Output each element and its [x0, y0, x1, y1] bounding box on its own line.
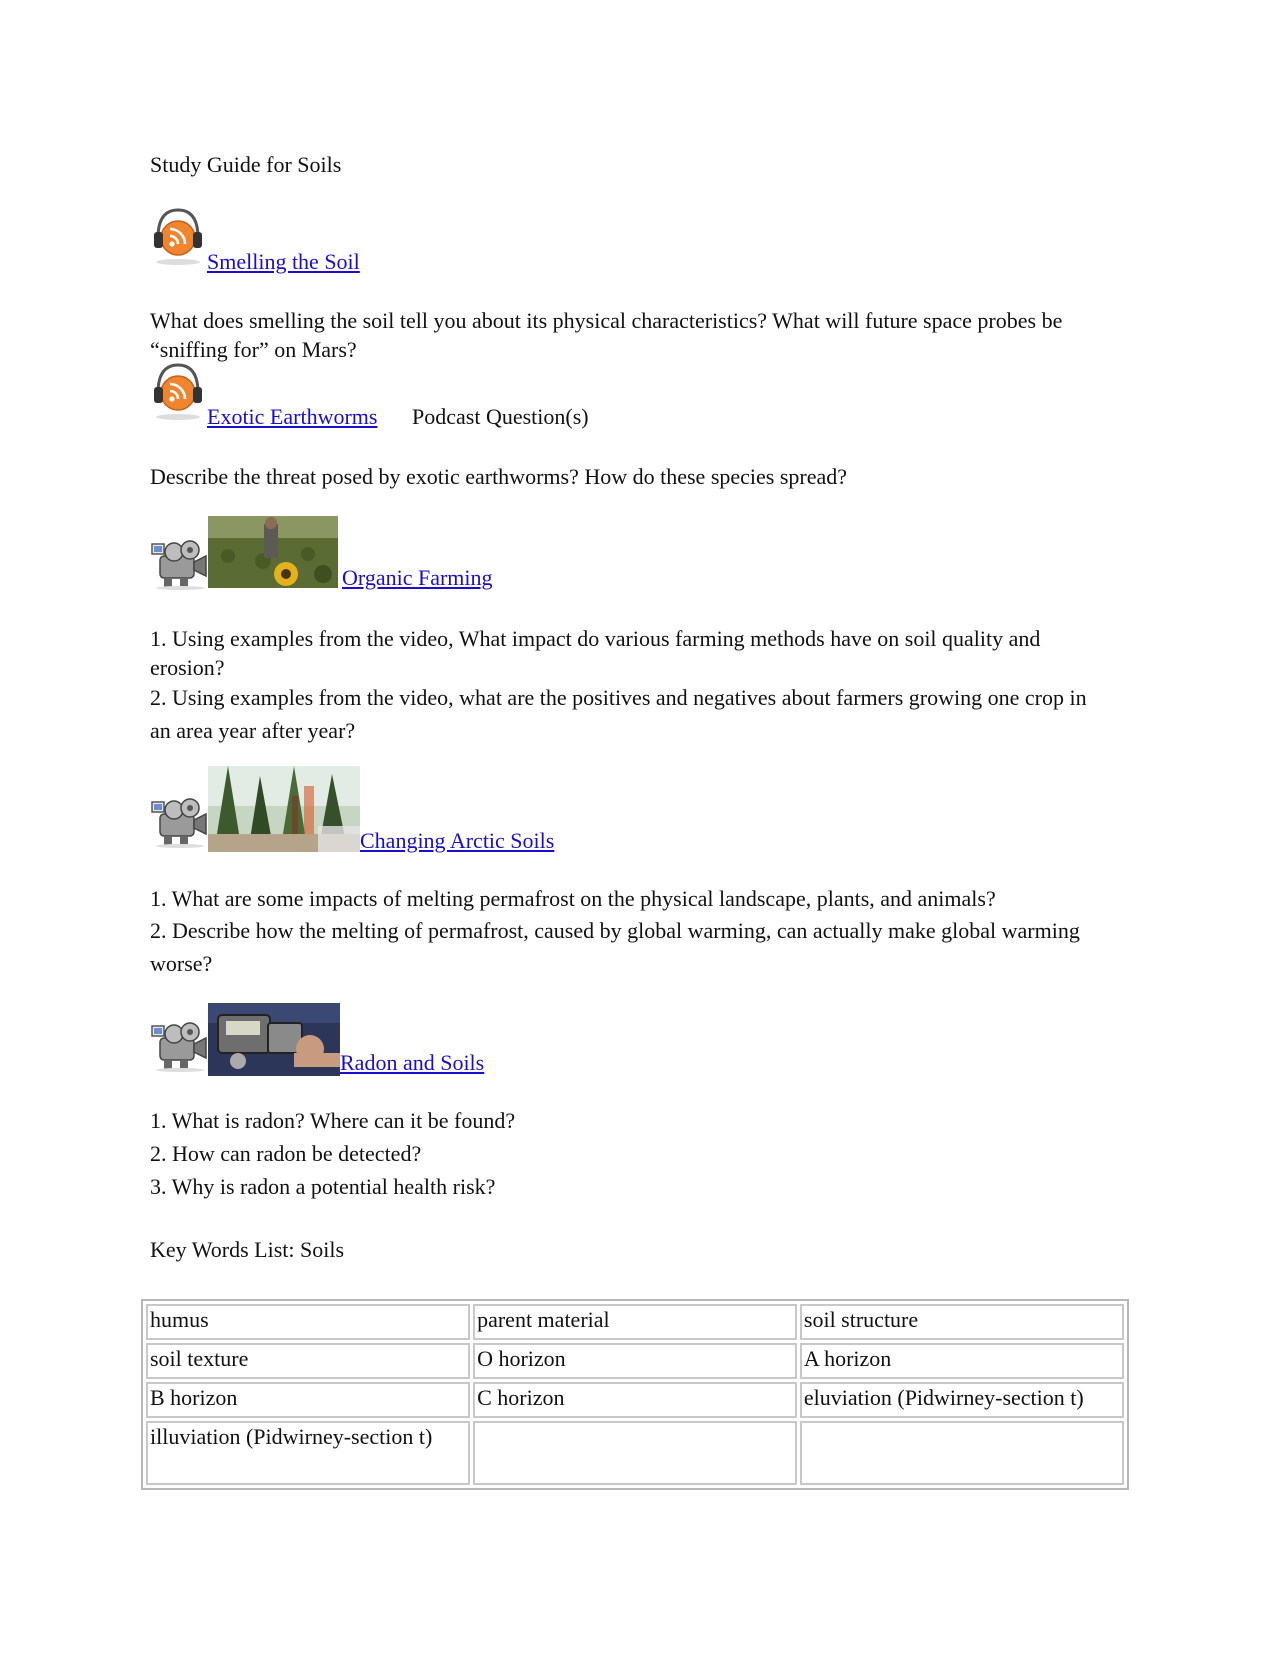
table-cell: soil texture — [146, 1343, 470, 1379]
keywords-table — [141, 1299, 1129, 1490]
question-text: 2. Describe how the melting of permafrost, caused by global warming, can actually make global warming worse? — [150, 918, 1080, 976]
table-cell: B horizon — [146, 1382, 470, 1418]
table-cell: A horizon — [800, 1343, 1124, 1379]
page-title: Study Guide for Soils — [150, 152, 342, 177]
question-text: 1. What are some impacts of melting permafrost on the physical landscape, plants, and animals? — [150, 886, 996, 911]
table-cell: parent material — [473, 1304, 797, 1340]
podcast-headset-icon — [150, 359, 206, 421]
question-text: 2. Using examples from the video, what are the positives and negatives about farmers growing one crop in an area year after year? — [150, 685, 1087, 743]
radon-and-soils-link[interactable]: Radon and Soils — [340, 1050, 485, 1075]
video-camera-icon — [150, 538, 208, 590]
question-text: 1. Using examples from the video, What impact do various farming methods have on soil quality and erosion? — [150, 626, 1041, 680]
question-text: 3. Why is radon a potential health risk? — [150, 1174, 496, 1199]
table-cell: humus — [146, 1304, 470, 1340]
exotic-earthworms-link[interactable]: Exotic Earthworms — [207, 404, 378, 429]
table-cell — [473, 1421, 797, 1485]
question-text: What does smelling the soil tell you about its physical characteristics? What will future space probes be “sniffing for” on Mars? — [150, 308, 1063, 362]
table-cell: eluviation (Pidwirney-section t) — [800, 1382, 1124, 1418]
organic-farming-thumbnail — [208, 516, 338, 588]
table-cell — [800, 1421, 1124, 1485]
table-cell: illuviation (Pidwirney-section t) — [146, 1421, 470, 1485]
arctic-forest-thumbnail — [208, 766, 360, 852]
podcast-headset-icon — [150, 204, 206, 266]
keywords-heading: Key Words List: Soils — [150, 1237, 345, 1262]
table-cell: soil structure — [800, 1304, 1124, 1340]
table-cell: C horizon — [473, 1382, 797, 1418]
question-text: Describe the threat posed by exotic earthworms? How do these species spread? — [150, 464, 848, 489]
smelling-the-soil-link[interactable]: Smelling the Soil — [207, 249, 360, 274]
changing-arctic-soils-link[interactable]: Changing Arctic Soils — [360, 828, 555, 853]
table-row — [146, 1304, 1124, 1340]
question-text: 2. How can radon be detected? — [150, 1141, 422, 1166]
question-text: 1. What is radon? Where can it be found? — [150, 1108, 516, 1133]
video-camera-icon — [150, 796, 208, 848]
podcast-questions-label: Podcast Question(s) — [412, 404, 589, 429]
table-row — [146, 1343, 1124, 1379]
table-row — [146, 1421, 1124, 1485]
video-camera-icon — [150, 1020, 208, 1072]
radon-detector-thumbnail — [208, 1003, 340, 1076]
table-cell: O horizon — [473, 1343, 797, 1379]
organic-farming-link[interactable]: Organic Farming — [342, 565, 493, 590]
table-row — [146, 1382, 1124, 1418]
